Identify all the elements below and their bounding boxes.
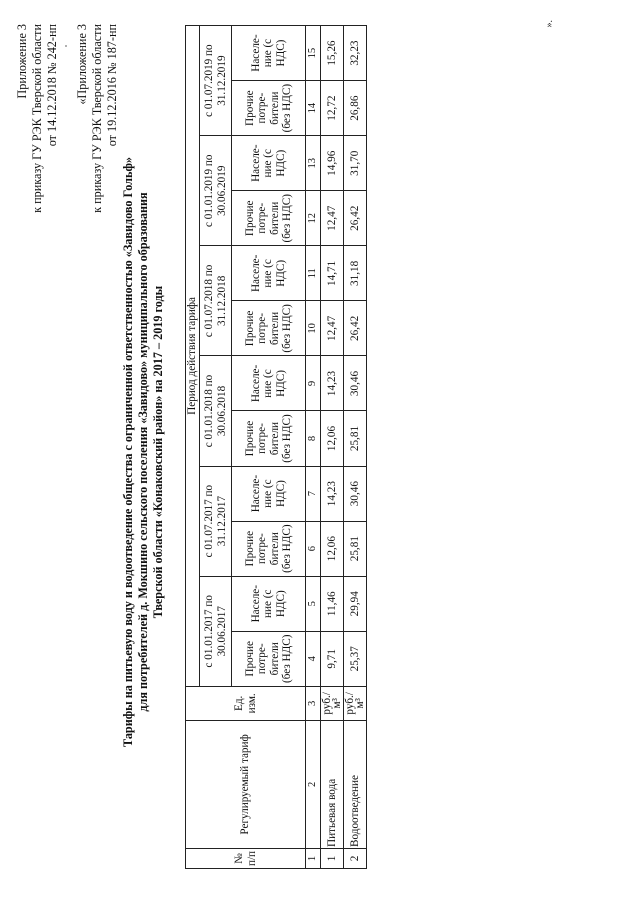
subheader-other: Прочие потре-бители (без НДС) [231, 631, 305, 686]
tariff-value: 9,71 [320, 631, 343, 686]
closing-quote: ». [543, 20, 555, 28]
table-row [343, 26, 366, 869]
tariff-value: 26,42 [343, 301, 366, 356]
appendix-line: «Приложение 3 [74, 24, 89, 105]
tariff-value: 25,81 [343, 411, 366, 466]
header-unit: Ед. изм. [185, 686, 305, 720]
subheader-population: Населе-ние (с НДС) [231, 246, 305, 301]
appendix-line: Приложение 3 [14, 24, 29, 99]
row-unit: руб./м³ [343, 686, 366, 720]
period-header: с 01.07.2017 по 31.12.2017 [199, 466, 231, 576]
tariff-value: 26,86 [343, 81, 366, 136]
subheader-population: Населе-ние (с НДС) [231, 576, 305, 631]
row-name: Питьевая вода [320, 720, 343, 848]
title-line: Тверской области «Конаковский район» на 2017 – 2019 годы [150, 285, 165, 619]
subheader-population: Населе-ние (с НДС) [231, 466, 305, 521]
column-number: 15 [305, 26, 320, 81]
tariff-value: 14,23 [320, 356, 343, 411]
column-number: 10 [305, 301, 320, 356]
period-header: с 01.01.2018 по 30.06.2018 [199, 356, 231, 466]
tariff-value: 32,23 [343, 26, 366, 81]
tariff-value: 14,71 [320, 246, 343, 301]
appendix-line: от 14.12.2018 № 242-нп [44, 24, 59, 147]
tariff-value: 12,72 [320, 81, 343, 136]
tariff-value: 26,42 [343, 191, 366, 246]
subheader-other: Прочие потре-бители (без НДС) [231, 411, 305, 466]
column-number: 14 [305, 81, 320, 136]
title-line: для потребителей д. Мокшино сельского поселения «Завидово» муниципального образования [135, 192, 150, 712]
appendix-line: к приказу ГУ РЭК Тверской области [89, 24, 104, 213]
column-number: 2 [305, 720, 320, 848]
document-title [121, 122, 165, 782]
appendix-header [15, 24, 120, 384]
tariff-value: 12,06 [320, 521, 343, 576]
subheader-population: Населе-ние (с НДС) [231, 356, 305, 411]
tariff-value: 14,96 [320, 136, 343, 191]
column-number: 1 [305, 848, 320, 868]
column-number: 6 [305, 521, 320, 576]
period-header: с 01.01.2019 по 30.06.2019 [199, 136, 231, 246]
rotated-page-content [15, 12, 625, 892]
tariff-value: 12,06 [320, 411, 343, 466]
tariff-value: 12,47 [320, 301, 343, 356]
column-number: 8 [305, 411, 320, 466]
subheader-population: Населе-ние (с НДС) [231, 26, 305, 81]
table-row [320, 26, 343, 869]
tariff-value: 25,81 [343, 521, 366, 576]
header-period: Период действия тарифа [185, 26, 199, 687]
tariff-value: 29,94 [343, 576, 366, 631]
subheader-other: Прочие потре-бители (без НДС) [231, 191, 305, 246]
row-num: 2 [343, 848, 366, 868]
column-number: 4 [305, 631, 320, 686]
period-header: с 01.01.2017 по 30.06.2017 [199, 576, 231, 686]
column-number: 11 [305, 246, 320, 301]
tariff-value: 30,46 [343, 466, 366, 521]
row-name: Водоотведение [343, 720, 366, 848]
appendix-line: от 19.12.2016 № 187-нп [104, 24, 119, 147]
tariff-value: 12,47 [320, 191, 343, 246]
tariff-table [185, 25, 367, 869]
header-tariff: Регулируемый тариф [185, 720, 305, 848]
row-unit: руб./м³ [320, 686, 343, 720]
period-header: с 01.07.2018 по 31.12.2018 [199, 246, 231, 356]
tariff-value: 15,26 [320, 26, 343, 81]
appendix-line: к приказу ГУ РЭК Тверской области [29, 24, 44, 213]
column-number: 13 [305, 136, 320, 191]
tariff-value: 25,37 [343, 631, 366, 686]
column-number: 3 [305, 686, 320, 720]
tariff-value: 31,70 [343, 136, 366, 191]
header-num: № п/п [185, 848, 305, 868]
tariff-value: 14,23 [320, 466, 343, 521]
period-header: с 01.07.2019 по 31.12.2019 [199, 26, 231, 136]
title-line: Тарифы на питьевую воду и водоотведение общества с ограниченной ответственностью «Завидово Гольф» [120, 157, 135, 747]
column-number-row [305, 26, 320, 869]
tariff-value: 31,18 [343, 246, 366, 301]
column-number: 5 [305, 576, 320, 631]
tariff-value: 11,46 [320, 576, 343, 631]
column-number: 12 [305, 191, 320, 246]
subheader-other: Прочие потре-бители (без НДС) [231, 81, 305, 136]
subheader-other: Прочие потре-бители (без НДС) [231, 521, 305, 576]
column-number: 7 [305, 466, 320, 521]
subheader-other: Прочие потре-бители (без НДС) [231, 301, 305, 356]
subheader-population: Населе-ние (с НДС) [231, 136, 305, 191]
tariff-value: 30,46 [343, 356, 366, 411]
row-num: 1 [320, 848, 343, 868]
column-number: 9 [305, 356, 320, 411]
